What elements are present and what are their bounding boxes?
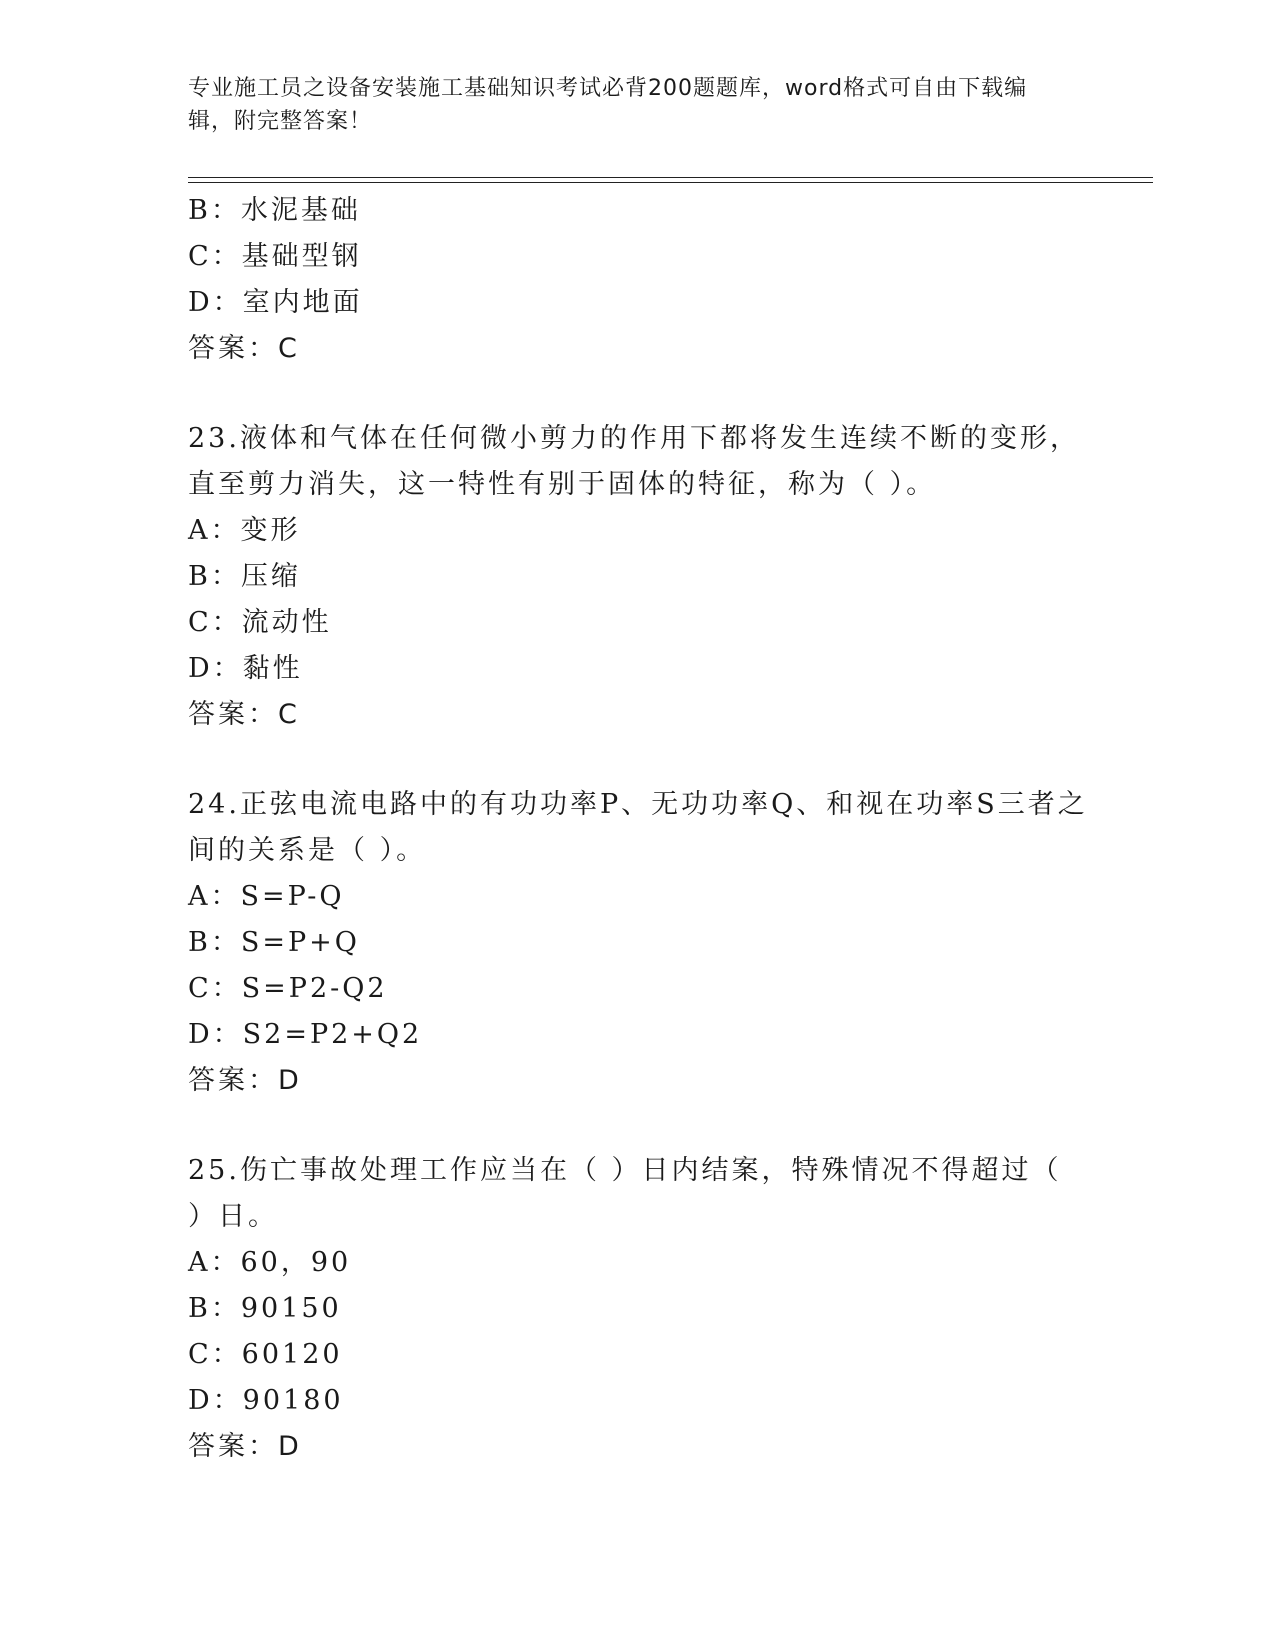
option-a: A：60，90 (188, 1247, 352, 1278)
question-text: 25.伤亡事故处理工作应当在（ ）日内结案，特殊情况不得超过（ ）日。 (188, 1155, 1062, 1232)
option-d: D：S2=P2+Q2 (188, 1019, 423, 1050)
option-b: B：压缩 (188, 561, 301, 592)
question-list (188, 188, 1088, 1470)
option-d: D：室内地面 (188, 287, 363, 318)
option-b: B：S=P+Q (188, 927, 360, 958)
question-block-previous (188, 188, 1088, 372)
option-d: D：90180 (188, 1385, 344, 1416)
answer-line: 答案：C (188, 333, 300, 364)
spacer (188, 738, 1088, 782)
option-a: A：变形 (188, 515, 301, 546)
option-d: D：黏性 (188, 653, 303, 684)
question-block-23 (188, 416, 1088, 738)
option-b: B：90150 (188, 1293, 342, 1324)
spacer (188, 372, 1088, 416)
header-divider-top (188, 177, 1153, 178)
option-c: C：流动性 (188, 607, 332, 638)
header-divider-bottom (188, 182, 1153, 183)
option-c: C：S=P2-Q2 (188, 973, 388, 1004)
question-text: 23.液体和气体在任何微小剪力的作用下都将发生连续不断的变形，直至剪力消失，这一特性有别于固体的特征，称为（ ）。 (188, 423, 1080, 500)
spacer (188, 1104, 1088, 1148)
answer-line: 答案：D (188, 1431, 302, 1462)
option-b: B：水泥基础 (188, 195, 361, 226)
question-block-25 (188, 1148, 1088, 1470)
option-c: C：60120 (188, 1339, 343, 1370)
answer-line: 答案：C (188, 699, 300, 730)
option-a: A：S=P-Q (188, 881, 345, 912)
option-c: C：基础型钢 (188, 241, 362, 272)
question-block-24 (188, 782, 1088, 1104)
question-text: 24.正弦电流电路中的有功功率P、无功功率Q、和视在功率S三者之间的关系是（ ）。 (188, 789, 1088, 866)
document-header: 专业施工员之设备安装施工基础知识考试必背200题题库，word格式可自由下载编辑，附完整答案！ (188, 76, 1028, 134)
answer-line: 答案：D (188, 1065, 302, 1096)
